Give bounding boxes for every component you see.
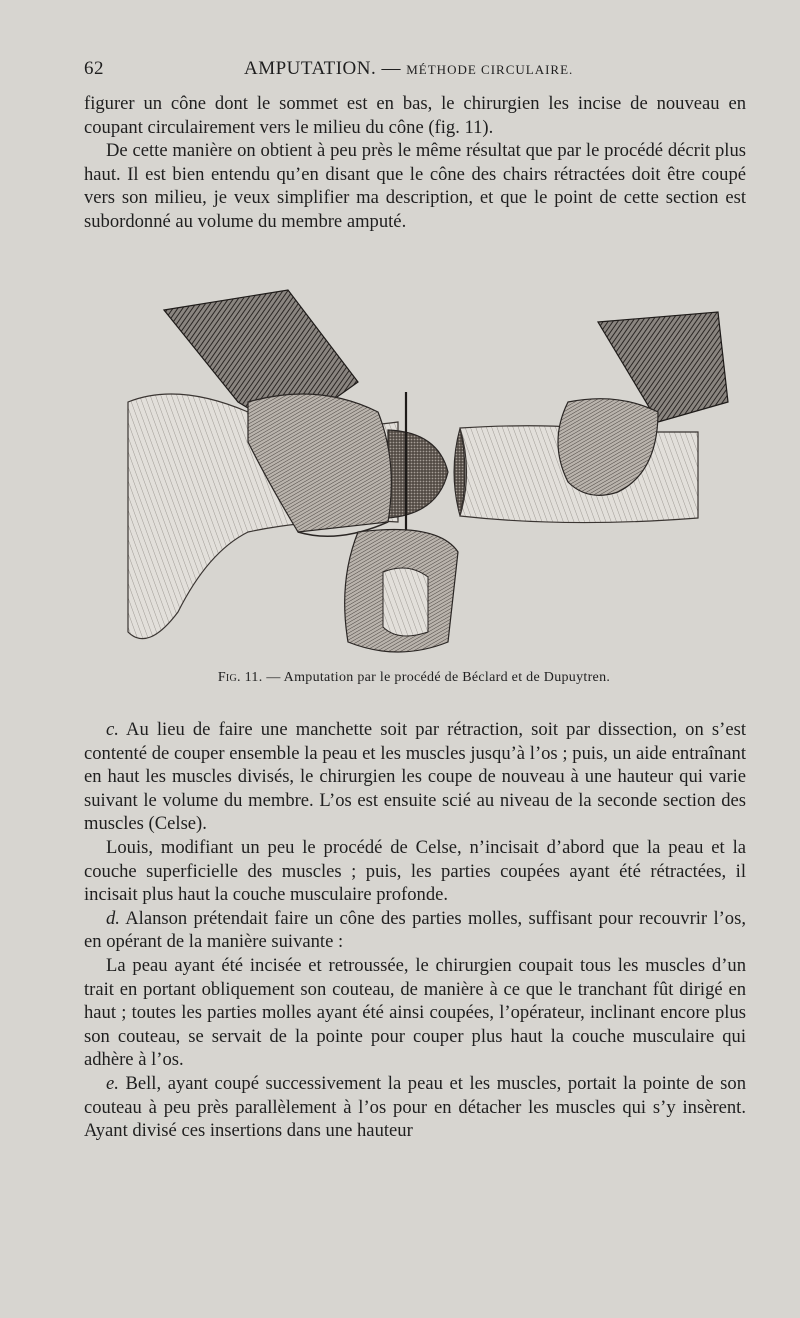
paragraph: c. Au lieu de faire une manchette soit par rétraction, soit par dissection, on s’est contenté de couper ensemble la peau et les muscles jusqu’à l’os ; puis, un aide entraînant en haut les muscles divisés, le chirurgien les coupe de nouveau à une hauteur qui varie suivant le volume du membre. L’os est ensuite scié au niveau de la seconde section des muscles (Celse). [84, 719, 746, 835]
running-title [244, 58, 573, 80]
paragraph: Louis, modifiant un peu le procédé de Celse, n’incisait d’abord que la peau et la couche superficielle des muscles ; puis, les parties coupées ayant été rétractées, il incisait plus haut la couche musculaire profonde. [84, 836, 746, 906]
running-header [84, 58, 752, 84]
paragraph: De cette manière on obtient à peu près le même résultat que par le procédé décrit plus haut. Il est bien entendu qu’en disant que le cône des chairs rétractées doit être coupé vers son milieu, je veux simplifier ma description, et que le point de cette section est subordonné au volume du membre amputé. [84, 140, 746, 232]
body-text [84, 718, 746, 1143]
top-text [84, 92, 746, 234]
header-dash: — [376, 58, 407, 79]
paragraph: La peau ayant été incisée et retroussée, le chirurgien coupait tous les muscles d’un trait en portant obliquement son couteau, de manière à ce que le tranchant fût dirigé en haut ; toutes les parties molles ayant été ainsi coupées, l’opérateur, inclinant encore plus son couteau, se servait de la pointe pour couper plus haut la couche musculaire qui adhère à l’os. [84, 954, 746, 1071]
continued-paragraph: figurer un cône dont le sommet est en bas, le chirurgien les incise de nouveau en coupant circulairement vers le milieu du cône (fig. 11). [84, 93, 746, 138]
page-number: 62 [84, 58, 104, 79]
caption-dash: — [262, 670, 284, 685]
amputation-illustration [98, 282, 730, 666]
figure-caption [80, 670, 748, 686]
chapter-title: AMPUTATION. [244, 58, 377, 79]
paragraph: d. Alanson prétendait faire un cône des parties molles, suffisant pour recouvrir l’os, en opérant de la manière suivante : [84, 907, 746, 953]
section-subtitle: MÉTHODE CIRCULAIRE. [406, 62, 574, 77]
list-letter: d. [106, 907, 120, 929]
paragraph: e. Bell, ayant coupé successivement la peau et les muscles, portait la pointe de son couteau à peu près parallèlement à l’os pour en détacher les muscles qui s’y insèrent. Ayant divisé ces insertions dans une hauteur [84, 1072, 746, 1142]
caption-text: Amputation par le procédé de Béclard et de Dupuytren. [283, 670, 611, 685]
list-letter: e. [106, 1072, 119, 1094]
figure-label: Fig. 11. [217, 670, 263, 685]
list-letter: c. [106, 719, 119, 740]
assistant-arm-right [558, 312, 728, 495]
